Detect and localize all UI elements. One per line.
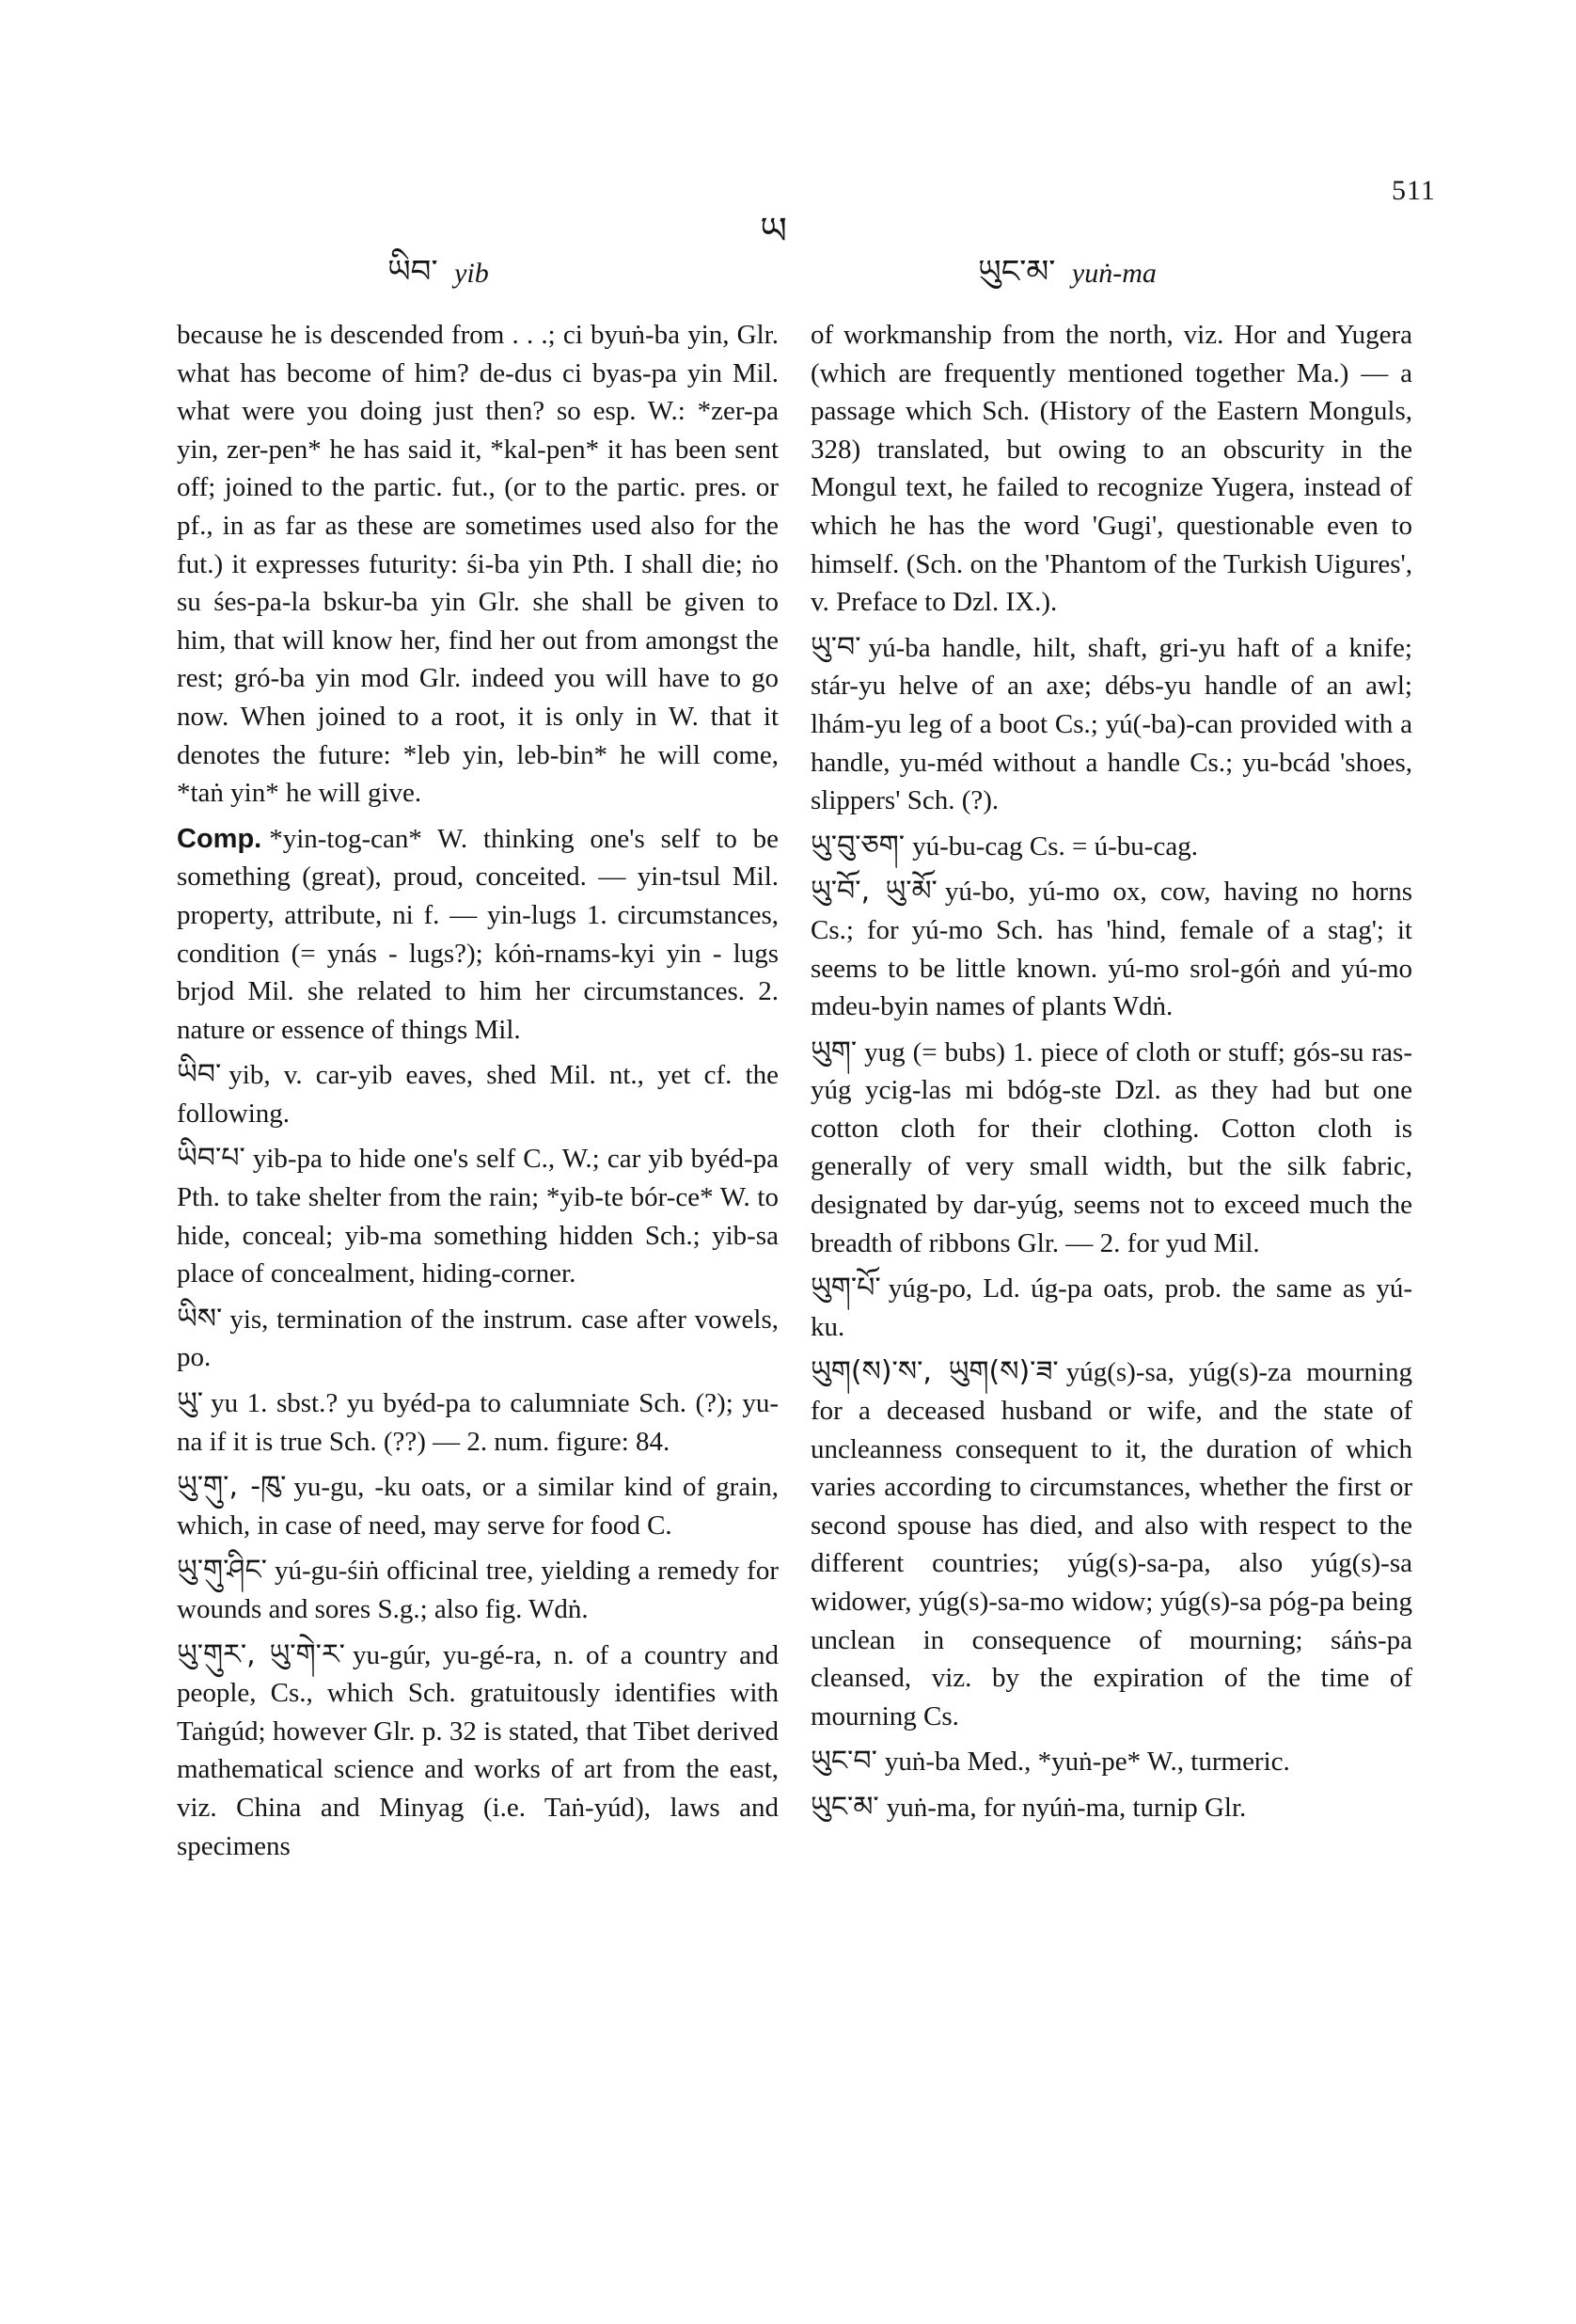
entry-text: yu-gúr, yu-gé-ra, n. of a country and people, Cs., which Sch. gratuitously identifies with Taṅgúd; however Glr. p. 32 is stated, that Tibet derived mathematical science and works of art from the east, viz. China and Minyag (i.e. Taṅ-yúd), laws and specimens bbox=[177, 1639, 779, 1861]
entry-headword-tibetan: ཡིས་ bbox=[177, 1302, 223, 1336]
dictionary-entry bbox=[177, 1552, 779, 1628]
dictionary-entry bbox=[811, 1743, 1412, 1781]
entry-headword-tibetan: ཡུ་གུ་ཤིང་ bbox=[177, 1554, 267, 1588]
comp-label: Comp. bbox=[177, 823, 262, 854]
entry-text: because he is descended from . . .; ci byuṅ-ba yin, Glr. what has become of him? de-dus ci byas-pa yin Mil. what were you doing just then? so esp. W.: *zer-pa yin, zer-pen* he has said it, *kal-pen* it has been sent off; joined to the partic. fut., (or to the partic. pres. or pf., in as far as these are sometimes used also for the fut.) it expresses futurity: śi-ba yin Pth. I shall die; ṅo su śes-pa-la bskur-ba yin Glr. she shall be given to him, that will know her, find her out from amongst the rest; gró-ba yin mod Glr. indeed you will have to go now. When joined to a root, it is only in W. that it denotes the future: *leb yin, leb-bin* he will come, *taṅ yin* he will give. bbox=[177, 320, 779, 809]
dictionary-entry bbox=[177, 1636, 779, 1866]
dictionary-entry bbox=[811, 873, 1412, 1025]
dictionary-entry bbox=[811, 1034, 1412, 1263]
entry-text: of workmanship from the north, viz. Hor and Yugera (which are frequently mentioned together Ma.) — a passage which Sch. (History of the Eastern Monguls, 328) translated, but owing to an obscurity in the Mongul text, he failed to recognize Yugera, instead of which he has the word 'Gugi', questionable even to himself. (Sch. on the 'Phantom of the Turkish Uigures', v. Preface to Dzl. IX.). bbox=[811, 320, 1412, 618]
entry-headword-tibetan: ཡུང་མ་ bbox=[811, 1790, 879, 1824]
entry-text: yis, termination of the instrum. case after vowels, po. bbox=[177, 1304, 779, 1373]
entry-text: *yin-tog-can* W. thinking one's self to be something (great), proud, conceited. — yin-tsul Mil. property, attribute, ni f. — yin-lugs 1. circumstances, condition (= ynás - lugs?); kóṅ-rnams-kyi yin - lugs brjod Mil. she related to him her circumstances. 2. nature or essence of things Mil. bbox=[177, 823, 779, 1045]
running-head-left-tibetan: ཡིབ་ bbox=[387, 253, 438, 291]
entry-headword-tibetan: ཡིབ་པ་ bbox=[177, 1142, 245, 1176]
dictionary-entry bbox=[811, 1353, 1412, 1735]
entry-text: yu 1. sbst.? yu byéd-pa to calumniate Sch. (?); yu-na if it is true Sch. (??) — 2. num. figure: 84. bbox=[177, 1388, 779, 1457]
running-head-right bbox=[978, 235, 1157, 325]
entry-text: yú-gu-śiṅ officinal tree, yielding a remedy for wounds and sores S.g.; also fig. Wdṅ. bbox=[177, 1556, 779, 1624]
entry-headword-tibetan: ཡུག(ས)་ས་, ཡུག(ས)་ཟ་ bbox=[811, 1355, 1059, 1389]
dictionary-entry bbox=[811, 1270, 1412, 1346]
dictionary-entry bbox=[177, 1056, 779, 1132]
entry-headword-tibetan: ཡུ་བ་ bbox=[811, 630, 861, 664]
running-head-right-romanized: yuṅ-ma bbox=[1071, 258, 1157, 289]
entry-headword-tibetan: ཡུ་གུར་, ཡུ་གེ་ར་ bbox=[177, 1637, 345, 1671]
center-letter: ཡ bbox=[760, 210, 787, 253]
entry-text: yú-bo, yú-mo ox, cow, having no horns Cs.; for yú-mo Sch. has 'hind, female of a stag'; it seems to be little known. yú-mo srol-góṅ and yú-mo mdeu-byin names of plants Wdṅ. bbox=[811, 877, 1412, 1022]
entry-headword-tibetan: ཡུ་ bbox=[177, 1386, 204, 1420]
entry-text: yu-gu, -ku oats, or a similar kind of grain, which, in case of need, may serve for food C. bbox=[177, 1472, 780, 1541]
entry-text: yuṅ-ma, for nyúṅ-ma, turnip Glr. bbox=[886, 1792, 1247, 1823]
entry-headword-tibetan: ཡུག་པོ་ bbox=[811, 1272, 881, 1305]
entry-text: yú-ba handle, hilt, shaft, gri-yu haft of a knife; stár-yu helve of an axe; débs-yu handle of an awl; lhám-yu leg of a boot Cs.; yú(-ba)-can provided with a handle, yu-méd without a handle Cs.; yu-bcád 'shoes, slippers' Sch. (?). bbox=[811, 632, 1412, 816]
right-column bbox=[811, 316, 1412, 1835]
entry-headword-tibetan: ཡུག་ bbox=[811, 1035, 858, 1068]
entry-headword-tibetan: ཡུ་བུ་ཅག་ bbox=[811, 829, 906, 862]
dictionary-entry bbox=[811, 629, 1412, 820]
running-head-left bbox=[387, 235, 489, 325]
dictionary-entry bbox=[811, 316, 1412, 622]
dictionary-entry bbox=[177, 1140, 779, 1292]
entry-headword-tibetan: ཡུ་བོ་, ཡུ་མོ་ bbox=[811, 875, 938, 909]
entry-text: yib-pa to hide one's self C., W.; car yib byéd-pa Pth. to take shelter from the rain; *yib-te bór-ce* W. to hide, conceal; yib-ma something hidden Sch.; yib-sa place of concealment, hiding-corner. bbox=[177, 1144, 779, 1289]
dictionary-entry bbox=[811, 1789, 1412, 1827]
entry-text: yug (= bubs) 1. piece of cloth or stuff; gós-su ras-yúg ycig-las mi bdóg-ste Dzl. as they had but one cotton cloth for their clothing. Cotton cloth is generally of very small width, but the silk fabric, designated by dar-yúg, seems not to exceed much the breadth of ribbons Glr. — 2. for yud Mil. bbox=[811, 1036, 1412, 1258]
running-head-right-tibetan: ཡུང་མ་ bbox=[978, 253, 1056, 291]
entry-headword-tibetan: ཡུང་བ་ bbox=[811, 1745, 877, 1779]
dictionary-entry bbox=[811, 828, 1412, 866]
dictionary-entry bbox=[177, 1468, 779, 1544]
dictionary-entry bbox=[177, 1384, 779, 1461]
entry-text: yúg(s)-sa, yúg(s)-za mourning for a deceased husband or wife, and the state of uncleanness consequent to it, the duration of which varies according to circumstances, whether the first or second spouse has died, and also with respect to the different countries; yúg(s)-sa-pa, also yúg(s)-sa widower, yúg(s)-sa-mo widow; yúg(s)-sa póg-pa being unclean in consequence of mourning; sáṅs-pa cleansed, viz. by the expiration of the time of mourning Cs. bbox=[811, 1357, 1412, 1731]
dictionary-entry bbox=[177, 316, 779, 813]
entry-headword-tibetan: ཡུ་གུ་, -ཁུ་ bbox=[177, 1470, 287, 1504]
dictionary-entry bbox=[177, 820, 779, 1050]
left-column bbox=[177, 316, 779, 1873]
entry-text: yúg-po, Ld. úg-pa oats, prob. the same as yú-ku. bbox=[811, 1273, 1412, 1342]
page-number: 511 bbox=[1392, 175, 1436, 206]
entry-text: yuṅ-ba Med., *yuṅ-pe* W., turmeric. bbox=[884, 1747, 1290, 1778]
running-head-left-romanized: yib bbox=[454, 258, 489, 289]
entry-text: yú-bu-cag Cs. = ú-bu-cag. bbox=[912, 830, 1198, 862]
dictionary-entry bbox=[177, 1301, 779, 1377]
entry-text: yib, v. car-yib eaves, shed Mil. nt., yet cf. the following. bbox=[177, 1060, 779, 1129]
entry-headword-tibetan: ཡིབ་ bbox=[177, 1058, 222, 1092]
